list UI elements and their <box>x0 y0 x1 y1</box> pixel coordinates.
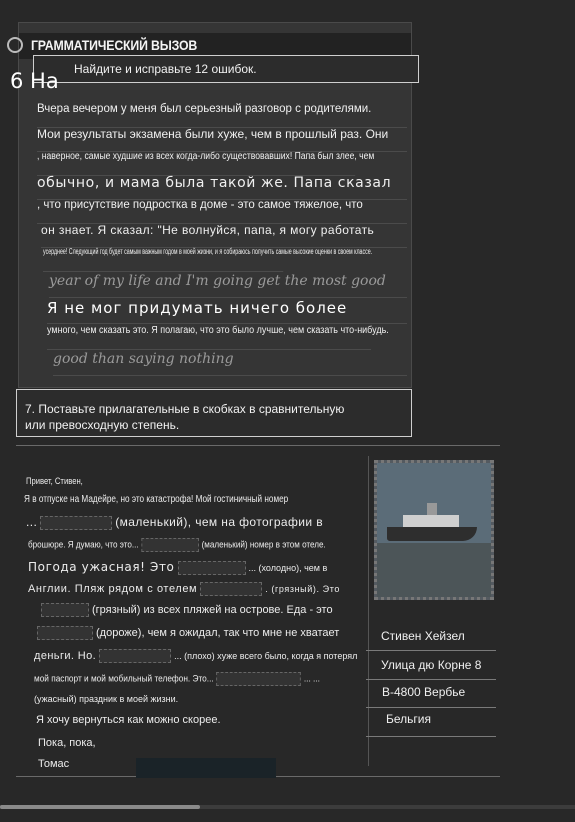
scrollbar-thumb[interactable] <box>0 805 200 809</box>
postcard-line <box>38 603 333 617</box>
postcard-divider <box>368 456 369 766</box>
answer-blank[interactable] <box>216 672 301 686</box>
address-rule <box>366 679 496 680</box>
ship-icon <box>387 527 477 541</box>
text-line: Вчера вечером у меня был серьезный разговор с родителями. <box>37 103 407 128</box>
postage-stamp <box>374 460 494 600</box>
postcard-text: . (грязный). Это <box>265 583 340 594</box>
dots: ... <box>26 515 38 529</box>
postcard-line <box>34 649 357 663</box>
text-line: Мои результаты экзамена были хуже, чем в прошлый раз. Они <box>37 127 407 152</box>
address-line: B-4800 Вербье <box>382 685 466 699</box>
text-line: он знает. Я сказал: "Не волнуйся, папа, я могу работать <box>41 223 407 248</box>
postcard-line <box>28 538 326 552</box>
postcard-line <box>28 582 340 596</box>
ship-funnel <box>427 503 437 515</box>
postcard-greeting: Привет, Стивен, <box>26 476 83 486</box>
stamp-sea <box>377 543 491 597</box>
answer-blank[interactable] <box>99 649 171 663</box>
postcard-text: Англии. Пляж рядом с отелем <box>28 582 198 595</box>
task7-line1: 7. Поставьте прилагательные в скобках в сравнительную <box>25 402 345 416</box>
gear-icon <box>7 37 23 53</box>
answer-blank[interactable] <box>178 561 246 575</box>
postcard-text: ... (плохо) хуже всего было, когда я потерял <box>174 650 358 661</box>
answer-blank[interactable] <box>200 582 262 596</box>
text-line: умного, чем сказать это. Я полагаю, что это было лучше, чем сказать что-нибудь. <box>47 325 371 350</box>
postcard-line: Я в отпуске на Мадейре, но это катастрофа! Мой гостиничный номер <box>24 494 289 505</box>
ship-deck <box>403 515 459 527</box>
postcard-text: (дороже), чем я ожидал, так что мне не хватает <box>96 626 340 639</box>
task6-instruction-box <box>33 55 419 83</box>
postcard-line <box>26 515 323 530</box>
postcard-line: (ужасный) праздник в моей жизни. <box>34 694 179 704</box>
address-rule <box>366 650 496 651</box>
task7-instruction-box <box>16 389 412 437</box>
postcard-text: ... (холодно), чем в <box>248 563 328 573</box>
answer-blank[interactable] <box>40 516 112 530</box>
task6-instruction: Найдите и исправьте 12 ошибок. <box>74 62 257 76</box>
postcard-text: (грязный) из всех пляжей на острове. Еда - это <box>92 603 333 616</box>
address-line: Улица дю Корне 8 <box>381 658 482 672</box>
postcard-text: деньги. Но. <box>34 649 97 662</box>
postcard-text: (маленький), чем на фотографии в <box>115 515 323 529</box>
text-line: Я не мог придумать ничего более <box>47 299 407 324</box>
postcard-text: Погода ужасная! Это <box>28 560 175 574</box>
postcard-text: брошюре. Я думаю, что это... <box>28 539 139 550</box>
postcard-text: (маленький) номер в этом отеле. <box>201 539 326 550</box>
address-line: Бельгия <box>386 712 431 726</box>
postcard-line <box>34 626 339 640</box>
dots: ... ... <box>303 673 320 684</box>
text-line: обычно, и мама была такой же. Папа сказал <box>37 175 407 200</box>
postcard-line: Пока, пока, <box>38 737 96 749</box>
photo-strip <box>136 758 276 778</box>
grammar-challenge-panel <box>18 22 412 388</box>
answer-blank[interactable] <box>37 626 93 640</box>
header-title: ГРАММАТИЧЕСКИЙ ВЫЗОВ <box>31 37 198 53</box>
horizontal-scrollbar[interactable] <box>0 805 575 809</box>
task7-line2: или превосходную степень. <box>25 418 180 432</box>
text-line: усерднее! Следующий год будет самым важным годом в моей жизни, и я собираюсь получить самые высокие оценки в своем классе. <box>43 247 283 272</box>
text-line: , наверное, самые худшие из всех когда-либо существовавших! Папа был злее, чем <box>37 151 355 176</box>
text-line: , что присутствие подростка в доме - это самое тяжелое, что <box>37 199 407 224</box>
address-rule <box>366 707 496 708</box>
postcard-text: мой паспорт и мой мобильный телефон. Это... <box>34 673 214 684</box>
handwritten-line: good than saying nothing <box>53 351 407 376</box>
address-line: Стивен Хейзел <box>381 629 465 643</box>
answer-blank[interactable] <box>41 603 89 617</box>
postcard-line: Я хочу вернуться как можно скорее. <box>36 714 221 726</box>
handwritten-line: year of my life and I'm going get the most good <box>49 273 407 298</box>
postcard-line <box>28 560 327 575</box>
address-rule <box>366 736 496 737</box>
postcard-signature: Томас <box>38 758 70 770</box>
task6-number: 6 На <box>10 69 59 93</box>
postcard-line <box>34 672 320 686</box>
answer-blank[interactable] <box>141 538 199 552</box>
